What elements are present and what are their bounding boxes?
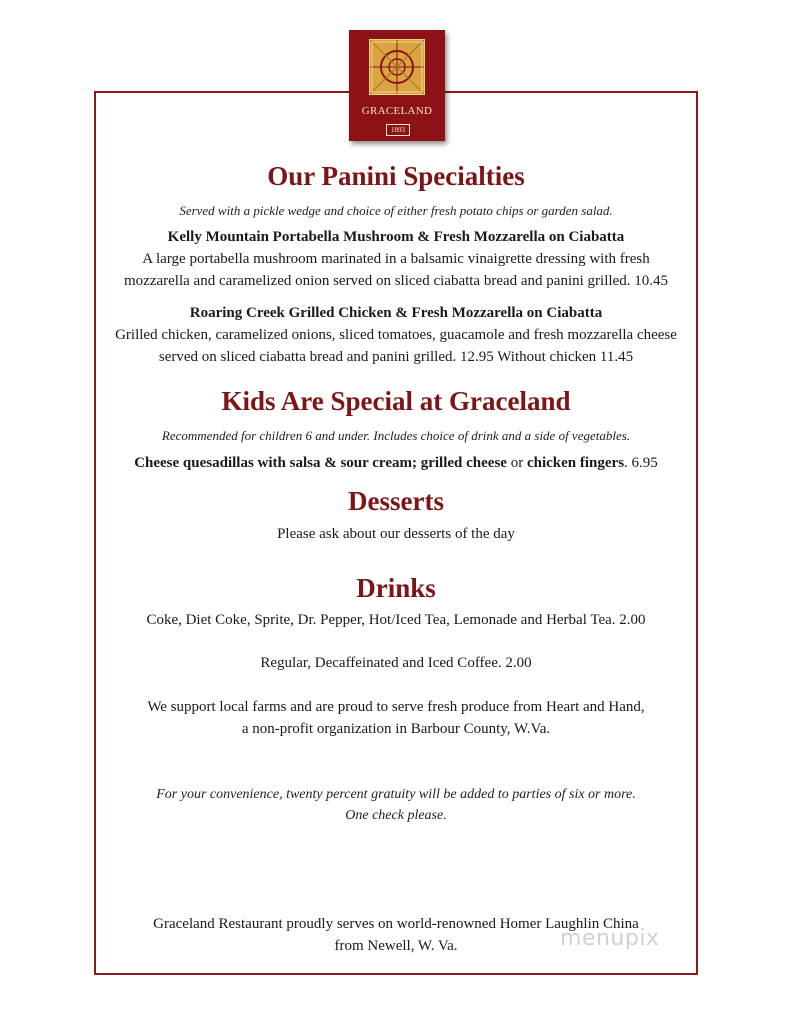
panini-heading: Our Panini Specialties <box>267 161 525 191</box>
logo-name: GRACELAND <box>361 105 433 117</box>
graceland-logo <box>349 30 445 141</box>
kids-item-sep1: ; <box>411 455 421 471</box>
kids-item-price: . 6.95 <box>624 455 658 471</box>
kids-subtitle: Recommended for children 6 and under. Includes choice of drink and a side of vegetables. <box>161 428 631 443</box>
kids-item <box>94 455 698 472</box>
drinks-line-1: Coke, Diet Coke, Sprite, Dr. Pepper, Hot/Iced Tea, Lemonade and Herbal Tea. 2.00 <box>146 612 646 628</box>
gratuity-line-1: For your convenience, twenty percent gratuity will be added to parties of six or more. <box>156 787 636 802</box>
panini-item-2-desc-2: served on sliced ciabatta bread and panini grilled. 12.95 Without chicken 11.45 <box>158 349 634 365</box>
local-farms-line-2: a non-profit organization in Barbour County, W.Va. <box>241 721 551 737</box>
stained-glass-icon <box>369 39 425 95</box>
kids-heading: Kids Are Special at Graceland <box>221 386 571 416</box>
panini-item-2-desc-1: Grilled chicken, caramelized onions, sliced tomatoes, guacamole and fresh mozzarella cheese <box>115 327 677 343</box>
menupix-watermark: menupix <box>560 926 660 951</box>
panini-item-1-desc-1: A large portabella mushroom marinated in a balsamic vinaigrette dressing with fresh <box>142 251 650 267</box>
logo-year: 1893 <box>386 124 410 136</box>
kids-item-quesadillas: Cheese quesadillas with salsa & sour cream <box>134 455 412 471</box>
local-farms-line-1: We support local farms and are proud to serve fresh produce from Heart and Hand, <box>147 699 645 715</box>
footer-line-1: Graceland Restaurant proudly serves on world-renowned Homer Laughlin China <box>153 916 639 932</box>
desserts-heading: Desserts <box>348 486 444 516</box>
drinks-heading: Drinks <box>356 573 436 603</box>
panini-item-1-name: Kelly Mountain Portabella Mushroom & Fresh Mozzarella on Ciabatta <box>167 229 625 245</box>
kids-item-sep2: or <box>506 455 527 471</box>
panini-subtitle: Served with a pickle wedge and choice of either fresh potato chips or garden salad. <box>179 203 613 218</box>
kids-item-chicken-fingers: chicken fingers <box>526 455 625 471</box>
kids-item-grilled-cheese: grilled cheese <box>420 455 507 471</box>
panini-item-1-desc-2: mozzarella and caramelized onion served on sliced ciabatta bread and panini grilled. 10.45 <box>124 273 668 289</box>
desserts-text: Please ask about our desserts of the day <box>277 526 515 542</box>
gratuity-line-2: One check please. <box>345 808 447 823</box>
footer-line-2: from Newell, W. Va. <box>334 938 458 954</box>
drinks-line-2: Regular, Decaffeinated and Iced Coffee. 2.00 <box>260 655 532 671</box>
panini-item-2-name: Roaring Creek Grilled Chicken & Fresh Mozzarella on Ciabatta <box>189 305 603 321</box>
